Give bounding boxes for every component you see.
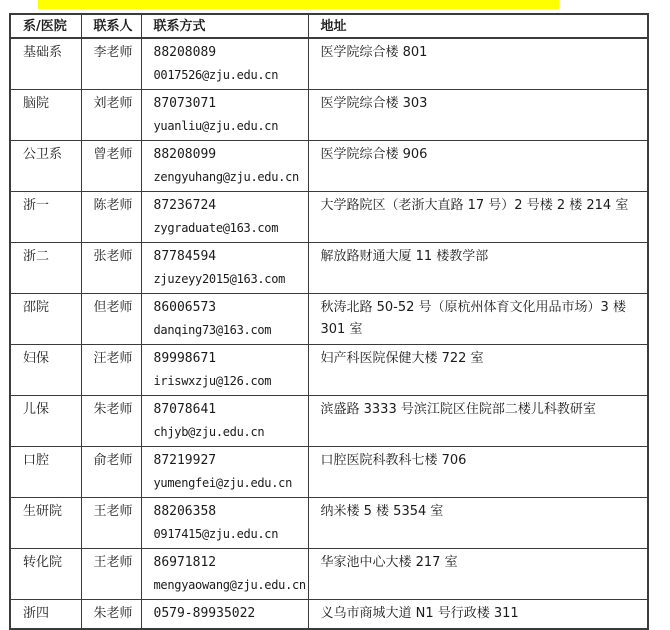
col-header-address: 地址	[308, 14, 648, 38]
phone-number: 86006573	[153, 300, 217, 315]
contact-person-cell: 李老师	[81, 38, 141, 90]
address-cell: 大学路院区（老浙大直路 17 号）2 号楼 2 楼 214 室	[308, 192, 648, 243]
contact-person-cell: 曾老师	[81, 141, 141, 192]
phone-number: 89998671	[153, 351, 217, 366]
dept-cell: 脑院	[10, 90, 81, 141]
table-row	[10, 396, 648, 447]
phone-number: 87219927	[153, 453, 217, 468]
contact-person-cell: 汪老师	[81, 345, 141, 396]
table-row	[10, 549, 648, 600]
table-row	[10, 447, 648, 498]
dept-cell: 邵院	[10, 294, 81, 345]
contact-person-cell: 但老师	[81, 294, 141, 345]
dept-cell: 浙四	[10, 600, 81, 630]
table-row	[10, 192, 648, 243]
header-row	[10, 14, 648, 38]
phone-number: 86971812	[153, 555, 217, 570]
email-address: yumengfei@zju.edu.cn	[153, 476, 292, 490]
address-cell: 口腔医院科教科七楼 706	[308, 447, 648, 498]
dept-cell: 转化院	[10, 549, 81, 600]
phone-number: 87073071	[153, 96, 217, 111]
dept-cell: 口腔	[10, 447, 81, 498]
contact-method-cell	[141, 141, 308, 192]
contact-person-cell: 王老师	[81, 498, 141, 549]
table-row	[10, 38, 648, 90]
address-cell: 医学院综合楼 906	[308, 141, 648, 192]
email-address: mengyaowang@zju.edu.cn	[153, 578, 306, 592]
contact-person-cell: 朱老师	[81, 396, 141, 447]
contact-method-cell	[141, 294, 308, 345]
col-header-method: 联系方式	[141, 14, 308, 38]
contact-person-cell: 朱老师	[81, 600, 141, 630]
email-address: 0917415@zju.edu.cn	[153, 527, 279, 541]
dept-cell: 生研院	[10, 498, 81, 549]
phone-number: 88206358	[153, 504, 217, 519]
address-cell: 医学院综合楼 801	[308, 38, 648, 90]
contact-method-cell	[141, 396, 308, 447]
table-row	[10, 498, 648, 549]
yellow-highlight-bar	[38, 0, 559, 9]
contact-method-cell	[141, 192, 308, 243]
contact-table	[9, 13, 649, 630]
email-address: zjuzeyy2015@163.com	[153, 272, 286, 286]
email-address: yuanliu@zju.edu.cn	[153, 119, 279, 133]
contact-person-cell: 陈老师	[81, 192, 141, 243]
table-row	[10, 600, 648, 630]
table-row	[10, 141, 648, 192]
address-cell: 义乌市商城大道 N1 号行政楼 311	[308, 600, 648, 630]
col-header-contact: 联系人	[81, 14, 141, 38]
address-cell: 医学院综合楼 303	[308, 90, 648, 141]
address-cell: 解放路财通大厦 11 楼教学部	[308, 243, 648, 294]
email-address: zygraduate@163.com	[153, 221, 279, 235]
address-cell: 华家池中心大楼 217 室	[308, 549, 648, 600]
contact-person-cell: 俞老师	[81, 447, 141, 498]
phone-number: 87784594	[153, 249, 217, 264]
contact-method-cell	[141, 90, 308, 141]
phone-number: 87236724	[153, 198, 217, 213]
dept-cell: 儿保	[10, 396, 81, 447]
email-address: danqing73@163.com	[153, 323, 272, 337]
email-address: 0017526@zju.edu.cn	[153, 68, 279, 82]
contact-person-cell: 张老师	[81, 243, 141, 294]
address-cell: 滨盛路 3333 号滨江院区住院部二楼儿科教研室	[308, 396, 648, 447]
email-address: iriswxzju@126.com	[153, 374, 272, 388]
contact-method-cell	[141, 38, 308, 90]
contact-method-cell	[141, 345, 308, 396]
address-cell: 妇产科医院保健大楼 722 室	[308, 345, 648, 396]
table-row	[10, 294, 648, 345]
phone-number: 88208089	[153, 45, 217, 60]
contact-method-cell	[141, 549, 308, 600]
dept-cell: 妇保	[10, 345, 81, 396]
contact-method-cell	[141, 243, 308, 294]
contact-method-cell	[141, 447, 308, 498]
contact-method-cell	[141, 498, 308, 549]
phone-number: 88208099	[153, 147, 217, 162]
dept-cell: 浙一	[10, 192, 81, 243]
email-address: zengyuhang@zju.edu.cn	[153, 170, 299, 184]
address-cell: 秋涛北路 50-52 号（原杭州体育文化用品市场）3 楼 301 室	[308, 294, 648, 345]
table-row	[10, 90, 648, 141]
dept-cell: 浙二	[10, 243, 81, 294]
phone-number: 0579-89935022	[153, 606, 256, 621]
col-header-dept: 系/医院	[10, 14, 81, 38]
address-cell: 纳米楼 5 楼 5354 室	[308, 498, 648, 549]
contact-person-cell: 刘老师	[81, 90, 141, 141]
contact-person-cell: 王老师	[81, 549, 141, 600]
phone-number: 87078641	[153, 402, 217, 417]
dept-cell: 公卫系	[10, 141, 81, 192]
contact-method-cell	[141, 600, 308, 630]
table-row	[10, 345, 648, 396]
table-row	[10, 243, 648, 294]
email-address: chjyb@zju.edu.cn	[153, 425, 265, 439]
dept-cell: 基础系	[10, 38, 81, 90]
